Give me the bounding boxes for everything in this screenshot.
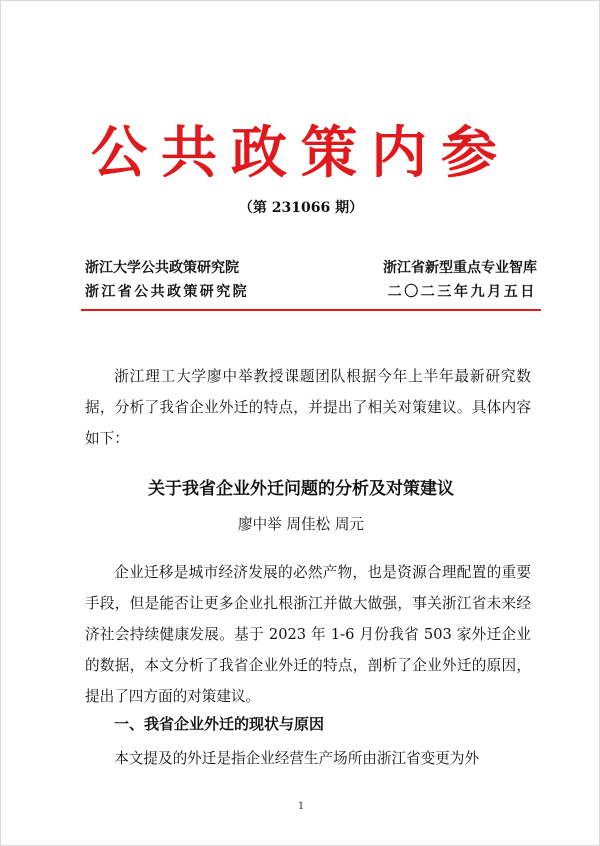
body-paragraph-2: 本文提及的外迁是指企业经营生产场所由浙江省变更为外 [114,750,480,767]
co-publisher-name: 浙江省公共政策研究院 [85,284,249,300]
page-number: 1 [297,801,305,812]
red-divider [81,309,541,311]
issue-number: （第 231066 期） [238,200,364,216]
think-tank-label: 浙江省新型重点专业智库 [383,260,537,276]
intro-paragraph: 浙江理工大学廖中举教授课题团队根据今年上半年最新研究数据，分析了我省企业外迁的特点，并提出了相关对策建议。具体内容如下： [85,368,531,447]
section-heading: 一、我省企业外迁的现状与原因 [114,715,325,733]
publisher-name: 浙江大学公共政策研究院 [85,260,239,276]
article-authors: 廖中举 周佳松 周元 [237,516,365,533]
article-title: 关于我省企业外迁问题的分析及对策建议 [148,479,454,499]
publish-date: 二〇二三年九月五日 [387,284,537,300]
body-paragraph-1: 企业迁移是城市经济发展的必然产物，也是资源合理配置的重要手段，但是能否让更多企业扎根浙江并做大做强，事关浙江省未来经济社会持续健康发展。基于 2023 年 1-6 月份我省 503 家外迁企业的数据，本文分析了我省企业外迁的特点，剖析了企业外迁的原因，提出了四方面的对策建议。 [85,564,531,705]
masthead-title: 公共政策内参 [91,120,511,186]
